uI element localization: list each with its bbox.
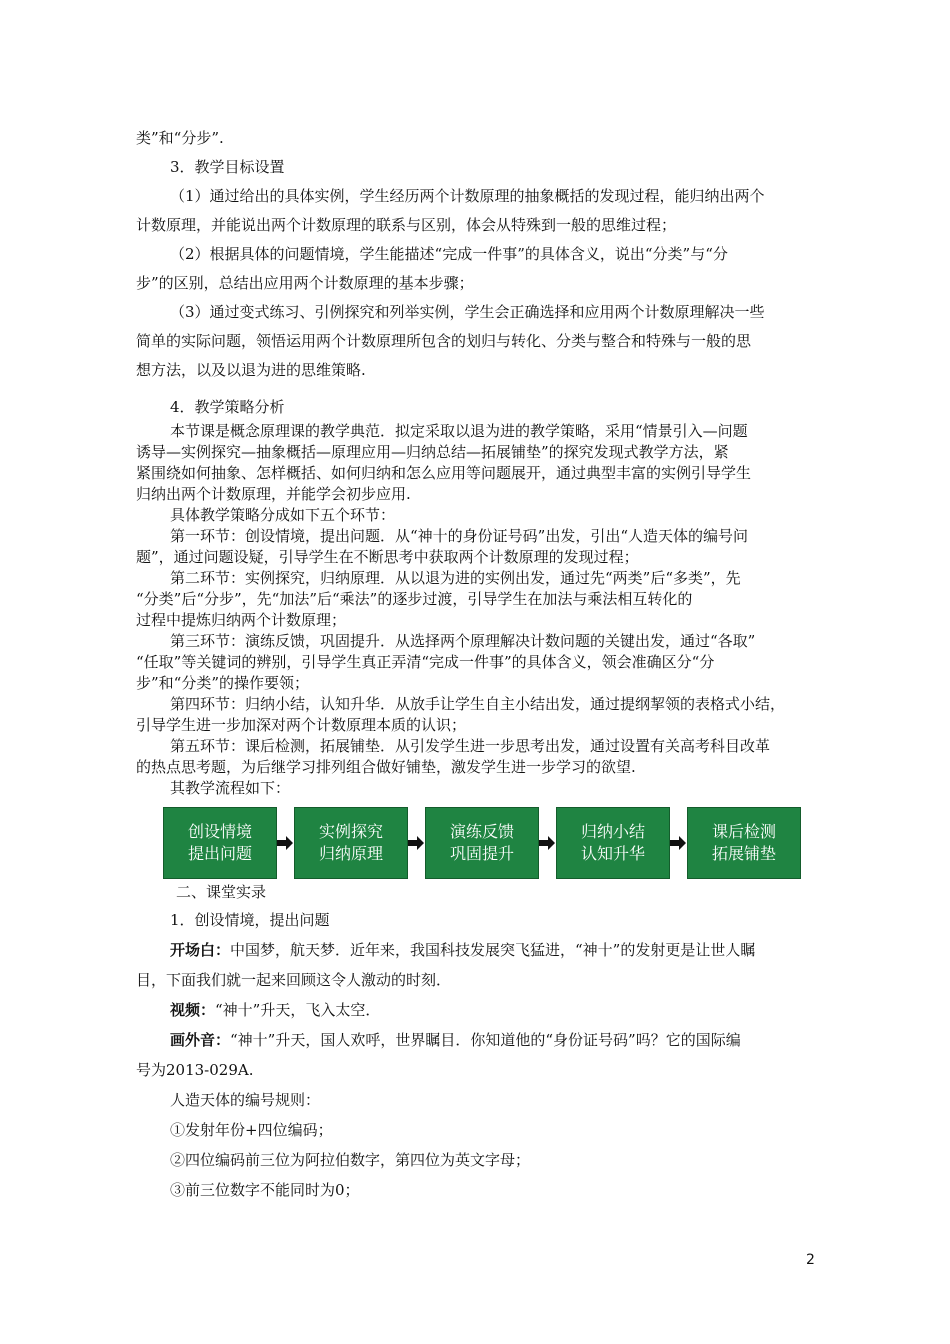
video-line: [170, 996, 850, 1025]
goal-1-line-2: 计数原理，并能说出两个计数原理的联系与区别，体会从特殊到一般的思维过程；: [136, 216, 677, 234]
step-1-line-1: 第一环节：创设情境，提出问题．从“神十的身份证号码”出发，引出“人造天体的编号问: [170, 527, 749, 545]
heading-teaching-strategy: 4．教学策略分析: [170, 398, 285, 416]
flow-box-4-line-1: 归纳小结: [580, 822, 645, 841]
step-5-line-2: 的热点思考题，为后继学习排列组合做好铺垫，激发学生进一步学习的欲望.: [136, 758, 636, 776]
voiceover-line-2: 号为2013-029A.: [136, 1061, 254, 1079]
teaching-flow-diagram: [163, 807, 799, 879]
step-2-line-1: 第二环节：实例探究，归纳原理．从以退为进的实例出发，通过先“两类”后“多类”，先: [170, 569, 741, 587]
step-4-line-2: 引导学生进一步加深对两个计数原理本质的认识；: [136, 716, 467, 734]
flow-box-4: [556, 807, 670, 879]
voiceover-text: “神十”升天，国人欢呼，世界瞩目．你知道他的“身份证号码”吗？它的国际编: [230, 1031, 741, 1049]
text-line: 类”和“分步”.: [136, 129, 224, 147]
step-5-line-1: 第五环节：课后检测，拓展铺垫．从引发学生进一步思考出发，通过设置有关高考科目改革: [170, 737, 771, 755]
step-3-line-3: 步”和“分类”的操作要领；: [136, 674, 310, 692]
flow-box-5: [687, 807, 801, 879]
paragraph-continuation: [136, 124, 816, 153]
flow-box-3: [425, 807, 539, 879]
strategy-intro-line-3: 紧围绕如何抽象、怎样概括、如何归纳和怎么应用等问题展开，通过典型丰富的实例引导学生: [136, 464, 752, 482]
strategy-intro-line-4: 归纳出两个计数原理，并能学会初步应用.: [136, 485, 411, 503]
goal-3-line-2: 简单的实际问题，领悟运用两个计数原理所包含的划归与转化、分类与整合和特殊与一般的思: [136, 332, 752, 350]
flow-box-5-line-1: 课后检测: [711, 822, 776, 841]
rule-1: ①发射年份+四位编码；: [170, 1121, 333, 1139]
step-3-line-2: “任取”等关键词的辨别，引导学生真正弄清“完成一件事”的具体含义，领会准确区分“分: [136, 653, 715, 671]
heading-teaching-goals: 3．教学目标设置: [170, 158, 285, 176]
flow-box-5-line-2: 拓展铺垫: [711, 844, 776, 863]
flow-intro: 其教学流程如下：: [170, 779, 291, 797]
goal-3-line-1: （3）通过变式练习、引例探究和列举实例，学生会正确选择和应用两个计数原理解决一些: [170, 303, 765, 321]
page-number: 2: [806, 1252, 815, 1268]
opening-label: 开场白：: [170, 941, 231, 959]
strategy-split: 具体教学策略分成如下五个环节：: [170, 506, 396, 524]
strategy-intro-line-1: 本节课是概念原理课的教学典范．拟定采取以退为进的教学策略，采用“情景引入—问题: [170, 422, 748, 440]
opening-line-2: 目，下面我们就一起来回顾这令人激动的时刻．: [136, 971, 452, 989]
goal-2-line-2: 步”的区别，总结出应用两个计数原理的基本步骤；: [136, 274, 474, 292]
flow-box-2-line-2: 归纳原理: [318, 844, 383, 863]
flow-box-2: [294, 807, 408, 879]
flow-arrow-4: [670, 836, 686, 850]
opening-text: 中国梦，航天梦．近年来，我国科技发展突飞猛进，“神十”的发射更是让世人瞩: [230, 941, 756, 959]
strategy-intro-line-2: 诱导—实例探究—抽象概括—原理应用—归纳总结—拓展铺垫”的探究发现式教学方法，紧: [136, 443, 729, 461]
flow-box-1: [163, 807, 277, 879]
rule-3: ③前三位数字不能同时为0；: [170, 1181, 360, 1199]
flow-arrow-2: [408, 836, 424, 850]
step-1-line-2: 题”，通过问题设疑，引导学生在不断思考中获取两个计数原理的发现过程；: [136, 548, 639, 566]
flow-box-3-line-1: 演练反馈: [449, 822, 514, 841]
flow-box-1-line-2: 提出问题: [187, 844, 252, 863]
step-3-line-1: 第三环节：演练反馈，巩固提升．从选择两个原理解决计数问题的关键出发，通过“各取”: [170, 632, 756, 650]
flow-box-3-line-2: 巩固提升: [449, 844, 514, 863]
voiceover-label: 画外音：: [170, 1031, 231, 1049]
flow-box-1-line-1: 创设情境: [187, 822, 252, 841]
step-4-line-1: 第四环节：归纳小结，认知升华．从放手让学生自主小结出发，通过提纲挈领的表格式小结，: [170, 695, 786, 713]
flow-box-2-line-1: 实例探究: [318, 822, 383, 841]
step-2-line-3: 过程中提炼归纳两个计数原理；: [136, 611, 347, 629]
rule-2: ②四位编码前三位为阿拉伯数字，第四位为英文字母；: [170, 1151, 531, 1169]
goal-1-line-1: （1）通过给出的具体实例，学生经历两个计数原理的抽象概括的发现过程，能归纳出两个: [170, 187, 765, 205]
step-2-line-2: “分类”后“分步”，先“加法”后“乘法”的逐步过渡，引导学生在加法与乘法相互转化的: [136, 590, 693, 608]
goal-2-line-1: （2）根据具体的问题情境，学生能描述“完成一件事”的具体含义，说出“分类”与“分: [170, 245, 728, 263]
flow-arrow-3: [539, 836, 555, 850]
flow-box-4-line-2: 认知升华: [580, 844, 645, 863]
heading-record-1: 1．创设情境，提出问题: [170, 911, 330, 929]
flow-arrow-1: [277, 836, 293, 850]
rules-title: 人造天体的编号规则：: [170, 1091, 321, 1109]
opening-line-1: [170, 936, 850, 965]
voiceover-line-1: [170, 1026, 850, 1055]
video-text: “神十”升天，飞入太空．: [215, 1001, 381, 1019]
video-label: 视频：: [170, 1001, 216, 1019]
goal-3-line-3: 想方法，以及以退为进的思维策略.: [136, 361, 366, 379]
heading-classroom-record: 二、课堂实录: [176, 883, 267, 901]
